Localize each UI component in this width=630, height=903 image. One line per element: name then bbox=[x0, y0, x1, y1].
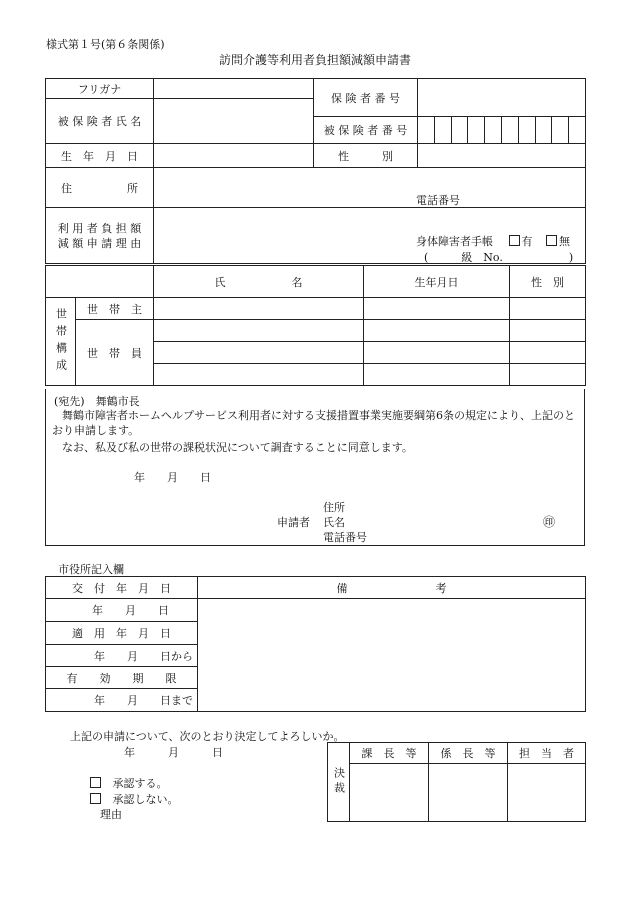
apply-date-field[interactable]: 年 月 日から bbox=[46, 645, 198, 667]
main-form-table bbox=[45, 78, 586, 264]
reason-label: 利 用 者 負 担 額 減 額 申 請 理 由 bbox=[46, 208, 154, 264]
consent-text: なお、私及び私の世帯の課税状況について調査することに同意します。 bbox=[62, 441, 413, 454]
reason-label: 理由 bbox=[100, 808, 122, 821]
insured-no-label: 被 保 険 者 番 号 bbox=[314, 117, 418, 144]
member-label: 世 帯 員 bbox=[76, 320, 154, 386]
approve-checkbox[interactable] bbox=[90, 777, 101, 788]
applicant-label: 申請者 bbox=[277, 516, 310, 529]
member-birth-field[interactable] bbox=[364, 342, 510, 364]
head-birth-field[interactable] bbox=[364, 298, 510, 320]
insurer-no-label: 保 険 者 番 号 bbox=[314, 79, 418, 117]
head-label: 世 帯 主 bbox=[76, 298, 154, 320]
disapprove-checkbox[interactable] bbox=[90, 793, 101, 804]
col-birth-header: 生年月日 bbox=[364, 266, 510, 298]
page-title: 訪問介護等利用者負担額減額申請書 bbox=[218, 53, 411, 67]
chief-seal-field[interactable] bbox=[350, 764, 429, 822]
disapprove-option[interactable]: 承認しない。 bbox=[90, 791, 179, 807]
insurer-no-field[interactable] bbox=[418, 79, 586, 117]
decision-date: 年 月 日 bbox=[124, 746, 223, 759]
member-sex-field[interactable] bbox=[510, 342, 586, 364]
sex-label: 性 別 bbox=[314, 144, 418, 168]
validity-field[interactable]: 年 月 日まで bbox=[46, 689, 198, 712]
kessai-label: 決裁 bbox=[328, 743, 350, 822]
addressee: (宛先) 舞鶴市長 bbox=[54, 395, 140, 408]
reason-field[interactable] bbox=[154, 208, 586, 264]
address-label: 住 所 bbox=[46, 168, 154, 208]
household-side-label: 世帯構成 bbox=[46, 298, 76, 386]
issue-date-label: 交 付 年 月 日 bbox=[46, 577, 198, 599]
subchief-seal-field[interactable] bbox=[429, 764, 508, 822]
insured-no-field[interactable] bbox=[418, 117, 586, 144]
head-sex-field[interactable] bbox=[510, 298, 586, 320]
insured-name-label: 被 保 険 者 氏 名 bbox=[46, 99, 154, 144]
birthdate-label: 生 年 月 日 bbox=[46, 144, 154, 168]
head-name-field[interactable] bbox=[154, 298, 364, 320]
member-birth-field[interactable] bbox=[364, 320, 510, 342]
form-number: 様式第１号(第６条関係) bbox=[46, 38, 165, 51]
subchief-header: 係 長 等 bbox=[429, 743, 508, 764]
household-blank-header bbox=[46, 266, 154, 298]
no-checkbox[interactable] bbox=[546, 235, 557, 246]
remarks-header: 備 考 bbox=[198, 577, 586, 599]
issue-date-field[interactable]: 年 月 日 bbox=[46, 599, 198, 622]
insured-name-field[interactable] bbox=[154, 99, 314, 144]
approval-table bbox=[327, 742, 586, 822]
member-sex-field[interactable] bbox=[510, 364, 586, 386]
furigana-label: フリガナ bbox=[46, 79, 154, 99]
yes-checkbox[interactable] bbox=[509, 235, 520, 246]
col-name-header: 氏 名 bbox=[154, 266, 364, 298]
applicant-name-label: 氏名 bbox=[323, 516, 345, 529]
handbook-line: 身体障害者手帳 有 無 bbox=[416, 235, 570, 248]
sex-field[interactable] bbox=[418, 144, 586, 168]
birthdate-field[interactable] bbox=[154, 144, 314, 168]
chief-header: 課 長 等 bbox=[350, 743, 429, 764]
application-box bbox=[45, 389, 585, 546]
office-section-title: 市役所記入欄 bbox=[58, 563, 124, 576]
office-table bbox=[45, 576, 586, 712]
applicant-phone-label: 電話番号 bbox=[323, 531, 367, 544]
application-date: 年 月 日 bbox=[134, 471, 211, 484]
decision-text: 上記の申請について、次のとおり決定してよろしいか。 bbox=[70, 730, 345, 743]
member-name-field[interactable] bbox=[154, 320, 364, 342]
col-sex-header: 性 別 bbox=[510, 266, 586, 298]
staff-seal-field[interactable] bbox=[508, 764, 586, 822]
approve-option[interactable]: 承認する。 bbox=[90, 775, 168, 791]
staff-header: 担 当 者 bbox=[508, 743, 586, 764]
furigana-field[interactable] bbox=[154, 79, 314, 99]
apply-date-label: 適 用 年 月 日 bbox=[46, 622, 198, 645]
member-name-field[interactable] bbox=[154, 342, 364, 364]
validity-label: 有 効 期 限 bbox=[46, 667, 198, 689]
address-field[interactable] bbox=[154, 168, 586, 208]
member-name-field[interactable] bbox=[154, 364, 364, 386]
household-table bbox=[45, 265, 586, 386]
applicant-address-label: 住所 bbox=[323, 501, 345, 514]
seal-mark: ㊞ bbox=[543, 515, 556, 529]
phone-label: 電話番号 bbox=[416, 194, 460, 207]
member-sex-field[interactable] bbox=[510, 320, 586, 342]
grade-line: ( 級 No. ) bbox=[424, 251, 574, 264]
application-text: 舞鶴市障害者ホームヘルプサービス利用者に対する支援措置事業実施要綱第6条の規定により、上記のとおり申請します。 bbox=[52, 409, 575, 437]
remarks-field[interactable] bbox=[198, 599, 586, 712]
member-birth-field[interactable] bbox=[364, 364, 510, 386]
